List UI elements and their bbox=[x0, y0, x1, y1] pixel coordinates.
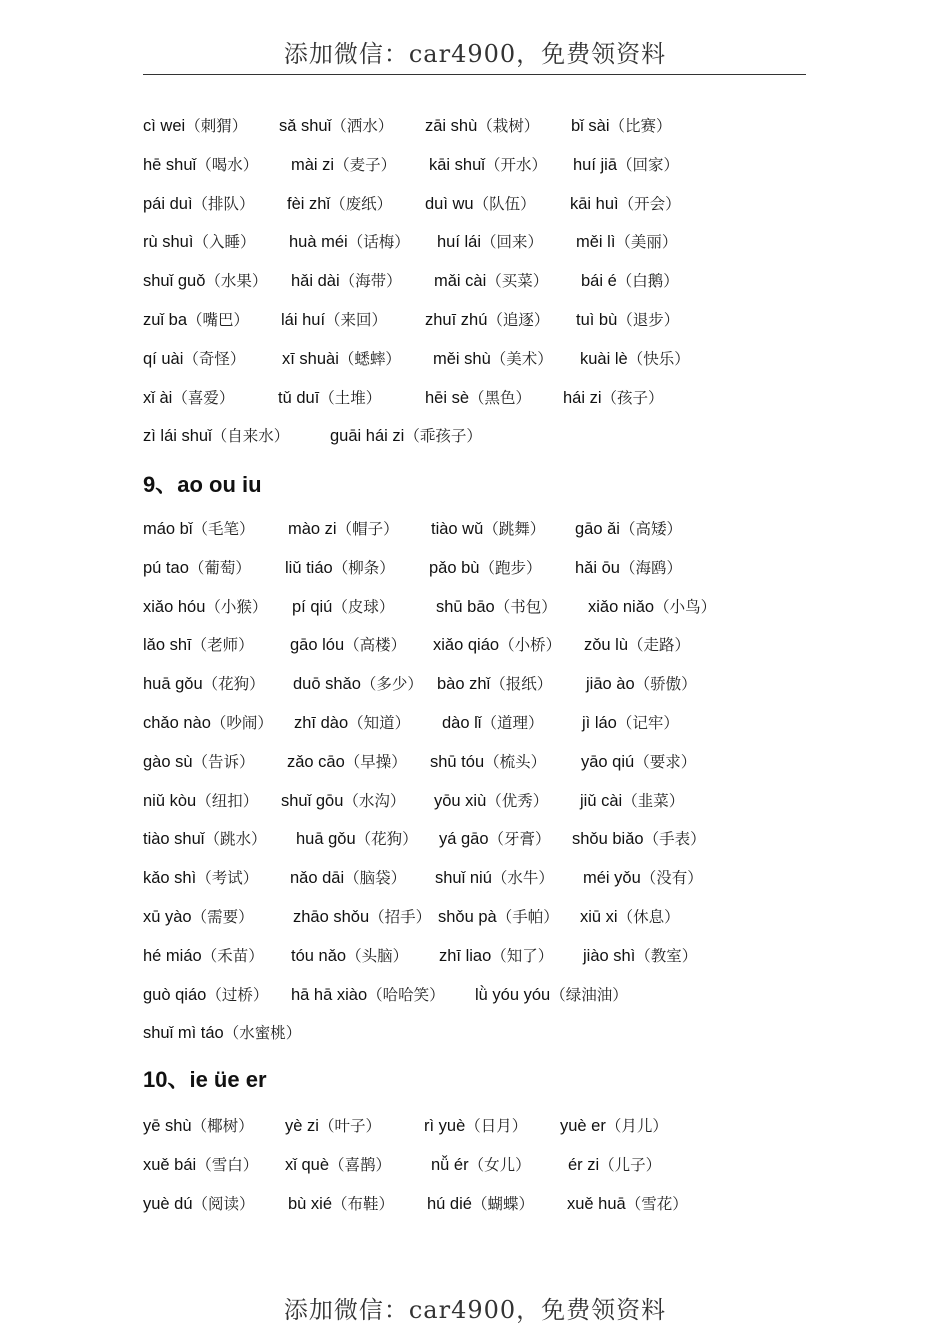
chinese-word: （告诉） bbox=[192, 752, 255, 771]
pinyin-text: tiào wǔ bbox=[431, 520, 484, 538]
vocab-item bbox=[285, 1115, 381, 1137]
chinese-word: （书包） bbox=[494, 597, 557, 616]
vocab-item bbox=[433, 348, 553, 370]
chinese-word: （小猴） bbox=[205, 597, 268, 616]
vocab-item bbox=[580, 906, 680, 928]
pinyin-text: cì wei bbox=[143, 117, 186, 135]
vocab-item bbox=[294, 712, 410, 734]
vocab-item bbox=[143, 634, 254, 656]
pinyin-text: shū tóu bbox=[430, 752, 485, 771]
pinyin-text: bào zhǐ bbox=[437, 675, 491, 694]
vocab-item bbox=[563, 387, 664, 409]
chinese-word: （需要） bbox=[191, 908, 254, 926]
chinese-word: （月儿） bbox=[605, 1117, 668, 1135]
chinese-word: （水沟） bbox=[343, 791, 406, 810]
pinyin-text: ér zi bbox=[568, 1155, 600, 1174]
pinyin-text: guò qiáo bbox=[143, 985, 207, 1004]
chinese-word: （雪花） bbox=[625, 1194, 688, 1213]
chinese-word: （洒水） bbox=[331, 117, 394, 135]
pinyin-text: pú tao bbox=[143, 558, 189, 577]
chinese-word: （跑步） bbox=[479, 558, 542, 577]
vocab-item bbox=[576, 309, 679, 331]
chinese-word: （乖孩子） bbox=[404, 427, 482, 446]
vocab-item bbox=[583, 867, 703, 889]
pinyin-text: bái é bbox=[581, 272, 617, 291]
vocab-item bbox=[278, 387, 381, 409]
chinese-word: （孩子） bbox=[601, 388, 664, 407]
pinyin-text: zhī liao bbox=[439, 946, 492, 965]
vocab-item bbox=[287, 751, 407, 773]
pinyin-text: mǎi cài bbox=[434, 272, 487, 291]
chinese-word: （早操） bbox=[344, 752, 407, 771]
chinese-word: （嘴巴） bbox=[187, 311, 250, 329]
chinese-word: （阅读） bbox=[192, 1194, 255, 1213]
chinese-word: （走路） bbox=[628, 636, 691, 655]
chinese-word: （要求） bbox=[634, 752, 697, 771]
vocab-item bbox=[567, 1193, 688, 1215]
vocab-item bbox=[143, 231, 255, 253]
pinyin-text: hé miáo bbox=[143, 946, 202, 965]
chinese-word: （禾苗） bbox=[201, 946, 264, 965]
chinese-word: （优秀） bbox=[486, 791, 549, 810]
chinese-word: （牙膏） bbox=[488, 830, 551, 849]
pinyin-text: rù shuì bbox=[143, 233, 194, 252]
pinyin-text: hǎi dài bbox=[291, 272, 340, 291]
vocab-item bbox=[580, 348, 690, 370]
chinese-word: （水牛） bbox=[491, 869, 554, 888]
pinyin-text: jiào shì bbox=[583, 946, 636, 965]
chinese-word: （土堆） bbox=[319, 388, 382, 407]
chinese-word: （水蜜桃） bbox=[223, 1024, 302, 1043]
chinese-word: （招手） bbox=[369, 908, 432, 926]
vocab-item bbox=[431, 518, 545, 540]
pinyin-text: yè zi bbox=[285, 1117, 319, 1135]
chinese-word: （没有） bbox=[640, 869, 703, 888]
pinyin-text: tǔ duī bbox=[278, 388, 320, 407]
vocab-item bbox=[292, 596, 394, 618]
chinese-word: （话梅） bbox=[347, 233, 410, 252]
vocab-item bbox=[281, 790, 405, 812]
vocab-item bbox=[291, 270, 402, 292]
section-10-heading: 10、ie üe er bbox=[143, 1067, 267, 1092]
pinyin-text: gào sù bbox=[143, 752, 193, 771]
vocab-item bbox=[429, 557, 541, 579]
vocab-item bbox=[282, 348, 401, 370]
vocab-item bbox=[581, 270, 679, 292]
vocab-item bbox=[425, 387, 531, 409]
vocab-item bbox=[143, 309, 249, 331]
chinese-word: （栽树） bbox=[477, 117, 540, 135]
vocab-item bbox=[431, 1154, 531, 1176]
pinyin-text: měi shù bbox=[433, 349, 491, 368]
pinyin-text: pái duì bbox=[143, 194, 193, 213]
chinese-word: （蟋蟀） bbox=[338, 349, 401, 368]
pinyin-text: máo bǐ bbox=[143, 520, 193, 538]
pinyin-text: zì lái shuǐ bbox=[143, 427, 212, 446]
vocab-item bbox=[588, 596, 716, 618]
vocab-item bbox=[290, 634, 406, 656]
pinyin-text: shuǐ mì táo bbox=[143, 1024, 224, 1043]
vocab-item bbox=[285, 557, 395, 579]
chinese-word: （买菜） bbox=[486, 272, 549, 291]
chinese-word: （布鞋） bbox=[332, 1194, 395, 1213]
chinese-word: （雪白） bbox=[196, 1155, 259, 1174]
vocab-item bbox=[281, 309, 387, 331]
pinyin-text: yāo qiú bbox=[581, 752, 635, 771]
vocab-item bbox=[293, 906, 431, 928]
pinyin-text: zhī dào bbox=[294, 714, 349, 732]
pinyin-text: pí qiú bbox=[292, 597, 333, 616]
vocab-item bbox=[568, 1154, 661, 1176]
vocab-item bbox=[330, 425, 482, 447]
pinyin-text: xiǎo qiáo bbox=[433, 636, 500, 655]
vocab-item bbox=[143, 790, 258, 812]
vocab-item bbox=[436, 596, 557, 618]
chinese-word: （回家） bbox=[617, 155, 680, 174]
pinyin-text: xī shuài bbox=[282, 349, 339, 368]
pinyin-text: sǎ shuǐ bbox=[279, 117, 332, 135]
pinyin-text: kāi huì bbox=[570, 194, 619, 213]
chinese-word: （比赛） bbox=[609, 117, 672, 135]
pinyin-text: huā gǒu bbox=[143, 675, 203, 694]
vocab-item bbox=[288, 1193, 394, 1215]
chinese-word: （跳水） bbox=[204, 830, 267, 849]
chinese-word: （柳条） bbox=[332, 558, 395, 577]
chinese-word: （白鹅） bbox=[616, 272, 679, 291]
pinyin-text: yá gāo bbox=[439, 830, 489, 849]
chinese-word: （帽子） bbox=[336, 520, 399, 538]
pinyin-text: huà méi bbox=[289, 233, 348, 252]
pinyin-text: huā gǒu bbox=[296, 830, 356, 849]
chinese-word: （奇怪） bbox=[183, 349, 246, 368]
chinese-word: （美丽） bbox=[615, 233, 678, 252]
pinyin-text: chǎo nào bbox=[143, 714, 211, 732]
vocab-item bbox=[287, 193, 392, 215]
pinyin-text: xǐ ài bbox=[143, 388, 173, 407]
pinyin-text: yuè dú bbox=[143, 1194, 193, 1213]
pinyin-text: jiǔ cài bbox=[580, 791, 623, 810]
chinese-word: （高矮） bbox=[619, 520, 682, 538]
pinyin-text: měi lì bbox=[576, 233, 616, 252]
chinese-word: （过桥） bbox=[206, 985, 269, 1004]
pinyin-text: nǎo dāi bbox=[290, 869, 345, 888]
pinyin-text: mào zi bbox=[288, 520, 337, 538]
pinyin-text: shǒu biǎo bbox=[572, 830, 644, 849]
chinese-word: （入睡） bbox=[193, 233, 256, 252]
pinyin-text: shǒu pà bbox=[438, 908, 497, 926]
vocab-item bbox=[438, 906, 559, 928]
chinese-word: （高楼） bbox=[344, 636, 407, 655]
chinese-word: （自来水） bbox=[211, 427, 290, 446]
chinese-word: （跳舞） bbox=[483, 520, 546, 538]
chinese-word: （日月） bbox=[465, 1117, 528, 1135]
pinyin-text: xiǎo hóu bbox=[143, 597, 206, 616]
pinyin-text: xǐ què bbox=[285, 1155, 330, 1174]
pinyin-text: dào lǐ bbox=[442, 714, 482, 732]
vocab-item bbox=[143, 425, 289, 447]
pinyin-text: xuě huā bbox=[567, 1194, 626, 1213]
pinyin-text: fèi zhǐ bbox=[287, 194, 331, 213]
chinese-word: （老师） bbox=[191, 636, 254, 655]
chinese-word: （纽扣） bbox=[196, 791, 259, 810]
vocab-item bbox=[143, 712, 273, 734]
vocab-item bbox=[434, 270, 548, 292]
pinyin-text: lǎo shī bbox=[143, 636, 192, 655]
chinese-word: （废纸） bbox=[330, 194, 393, 213]
vocab-item bbox=[143, 984, 268, 1006]
vocab-item bbox=[586, 673, 697, 695]
vocab-item bbox=[143, 596, 267, 618]
vocab-item bbox=[430, 751, 546, 773]
chinese-word: （开水） bbox=[484, 155, 547, 174]
chinese-word: （考试） bbox=[196, 869, 259, 888]
chinese-word: （水果） bbox=[205, 272, 268, 291]
vocab-item bbox=[143, 867, 258, 889]
pinyin-text: shuǐ gōu bbox=[281, 791, 344, 810]
vocab-item bbox=[143, 348, 245, 370]
chinese-word: （女儿） bbox=[468, 1155, 531, 1174]
pinyin-text: hē shuǐ bbox=[143, 155, 197, 174]
pinyin-text: hā hā xiào bbox=[291, 985, 368, 1004]
vocab-item bbox=[437, 673, 552, 695]
vocab-item bbox=[289, 231, 410, 253]
vocab-item bbox=[279, 115, 393, 137]
vocab-item bbox=[434, 790, 548, 812]
chinese-word: （蝴蝶） bbox=[471, 1194, 534, 1213]
vocab-item bbox=[433, 634, 561, 656]
chinese-word: （儿子） bbox=[599, 1155, 662, 1174]
chinese-word: （报纸） bbox=[490, 675, 553, 694]
chinese-word: （海鸥） bbox=[619, 558, 682, 577]
pinyin-text: tiào shuǐ bbox=[143, 830, 205, 849]
chinese-word: （记牢） bbox=[616, 714, 679, 732]
pinyin-text: zāi shù bbox=[425, 117, 478, 135]
chinese-word: （哈哈笑） bbox=[367, 985, 445, 1004]
pinyin-text: gāo lóu bbox=[290, 636, 345, 655]
chinese-word: （椰树） bbox=[191, 1117, 254, 1135]
pinyin-text: kǎo shì bbox=[143, 869, 197, 888]
vocab-item bbox=[580, 790, 684, 812]
vocab-item bbox=[572, 828, 706, 850]
vocab-item bbox=[143, 1154, 258, 1176]
vocab-item bbox=[143, 518, 255, 540]
pinyin-text: jì láo bbox=[582, 714, 617, 732]
section-9-heading: 9、ao ou iu bbox=[143, 472, 262, 497]
watermark-header: 添加微信：car4900，免费领资料 bbox=[283, 40, 667, 68]
pinyin-text: duì wu bbox=[425, 194, 474, 213]
pinyin-text: huí lái bbox=[437, 233, 482, 252]
chinese-word: （退步） bbox=[617, 311, 680, 329]
chinese-word: （海带） bbox=[339, 272, 402, 291]
pinyin-text: zhuī zhú bbox=[425, 311, 488, 329]
vocab-item bbox=[425, 193, 536, 215]
pinyin-text: zuǐ ba bbox=[143, 311, 188, 329]
pinyin-text: kuài lè bbox=[580, 349, 628, 368]
pinyin-text: lǜ yóu yóu bbox=[475, 985, 551, 1004]
pinyin-text: niǔ kòu bbox=[143, 791, 197, 810]
chinese-word: （黑色） bbox=[469, 388, 532, 407]
vocab-item bbox=[570, 193, 681, 215]
vocab-item bbox=[143, 673, 265, 695]
watermark-footer: 添加微信：car4900，免费领资料 bbox=[283, 1296, 667, 1324]
pinyin-text: zǒu lù bbox=[584, 636, 629, 655]
pinyin-text: nǚ ér bbox=[431, 1155, 469, 1174]
chinese-word: （头脑） bbox=[346, 946, 409, 965]
pinyin-text: jiāo ào bbox=[586, 675, 635, 694]
pinyin-text: yuè er bbox=[560, 1117, 606, 1135]
vocab-item bbox=[143, 557, 251, 579]
vocab-item bbox=[143, 945, 264, 967]
pinyin-text: xiǎo niǎo bbox=[588, 597, 655, 616]
pinyin-text: duō shǎo bbox=[293, 675, 361, 694]
chinese-word: （追逐） bbox=[487, 311, 550, 329]
chinese-word: （韭菜） bbox=[622, 791, 685, 810]
vocab-item bbox=[143, 1115, 254, 1137]
pinyin-text: méi yǒu bbox=[583, 869, 641, 888]
vocab-item bbox=[427, 1193, 534, 1215]
vocab-item bbox=[424, 1115, 527, 1137]
chinese-word: （手帕） bbox=[496, 908, 559, 926]
vocab-item bbox=[143, 115, 247, 137]
chinese-word: （绿油油） bbox=[550, 985, 628, 1004]
chinese-word: （休息） bbox=[617, 908, 680, 926]
pinyin-text: xuě bái bbox=[143, 1155, 197, 1174]
chinese-word: （喝水） bbox=[196, 155, 259, 174]
chinese-word: （花狗） bbox=[355, 830, 418, 849]
vocab-item bbox=[581, 751, 696, 773]
pinyin-text: qí uài bbox=[143, 349, 184, 368]
vocab-item bbox=[143, 828, 266, 850]
vocab-item bbox=[143, 387, 234, 409]
chinese-word: （刺猬） bbox=[185, 117, 248, 135]
pinyin-text: yē shù bbox=[143, 1117, 192, 1135]
vocab-item bbox=[435, 867, 554, 889]
chinese-word: （教室） bbox=[635, 946, 698, 965]
pinyin-text: hái zi bbox=[563, 388, 602, 407]
pinyin-text: shuǐ guǒ bbox=[143, 272, 206, 291]
pinyin-text: zǎo cāo bbox=[287, 752, 345, 771]
chinese-word: （小桥） bbox=[499, 636, 562, 655]
vocab-item bbox=[560, 1115, 668, 1137]
chinese-word: （队伍） bbox=[473, 194, 536, 213]
vocab-item bbox=[143, 906, 254, 928]
pinyin-text: hēi sè bbox=[425, 388, 470, 407]
chinese-word: （开会） bbox=[618, 194, 681, 213]
vocab-item bbox=[475, 984, 628, 1006]
vocab-item bbox=[439, 828, 551, 850]
chinese-word: （道理） bbox=[481, 714, 544, 732]
chinese-word: （手表） bbox=[643, 830, 706, 849]
pinyin-text: liǔ tiáo bbox=[285, 558, 333, 577]
vocab-item bbox=[582, 712, 679, 734]
pinyin-text: bǐ sài bbox=[571, 117, 610, 135]
vocab-item bbox=[575, 518, 682, 540]
vocab-item bbox=[584, 634, 690, 656]
vocab-item bbox=[290, 867, 406, 889]
chinese-word: （花狗） bbox=[202, 675, 265, 694]
vocab-item bbox=[143, 1022, 301, 1044]
pinyin-text: rì yuè bbox=[424, 1117, 466, 1135]
chinese-word: （麦子） bbox=[334, 155, 397, 174]
vocab-item bbox=[573, 154, 679, 176]
chinese-word: （知了） bbox=[491, 946, 554, 965]
pinyin-text: yōu xiù bbox=[434, 791, 487, 810]
chinese-word: （小鸟） bbox=[654, 597, 717, 616]
pinyin-text: xiū xi bbox=[580, 908, 618, 926]
vocab-item bbox=[439, 945, 553, 967]
vocab-item bbox=[291, 154, 396, 176]
chinese-word: （多少） bbox=[360, 675, 423, 694]
pinyin-text: tuì bù bbox=[576, 311, 618, 329]
chinese-word: （皮球） bbox=[332, 597, 395, 616]
vocab-item bbox=[575, 557, 682, 579]
chinese-word: （脑袋） bbox=[344, 869, 407, 888]
pinyin-text: shuǐ niú bbox=[435, 869, 492, 888]
pinyin-text: shū bāo bbox=[436, 597, 495, 616]
vocab-item bbox=[143, 751, 255, 773]
vocab-item bbox=[288, 518, 399, 540]
pinyin-text: lái huí bbox=[281, 311, 326, 329]
chinese-word: （梳头） bbox=[484, 752, 547, 771]
chinese-word: （喜鹊） bbox=[329, 1155, 392, 1174]
vocab-item bbox=[425, 115, 539, 137]
pinyin-text: hú dié bbox=[427, 1194, 472, 1213]
chinese-word: （排队） bbox=[192, 194, 255, 213]
header-divider bbox=[143, 74, 806, 75]
chinese-word: （叶子） bbox=[318, 1117, 381, 1135]
chinese-word: （美术） bbox=[490, 349, 553, 368]
pinyin-text: zhāo shǒu bbox=[293, 908, 370, 926]
chinese-word: （来回） bbox=[325, 311, 388, 329]
vocab-item bbox=[571, 115, 672, 137]
pinyin-text: xū yào bbox=[143, 908, 192, 926]
vocab-item bbox=[291, 945, 408, 967]
vocab-item bbox=[285, 1154, 391, 1176]
pinyin-text: tóu nǎo bbox=[291, 946, 347, 965]
vocab-item bbox=[293, 673, 423, 695]
pinyin-text: hǎi ōu bbox=[575, 558, 620, 577]
pinyin-text: guāi hái zi bbox=[330, 427, 405, 446]
chinese-word: （快乐） bbox=[627, 349, 690, 368]
chinese-word: （毛笔） bbox=[192, 520, 255, 538]
vocab-item bbox=[425, 309, 549, 331]
pinyin-text: kāi shuǐ bbox=[429, 155, 485, 174]
vocab-item bbox=[143, 1193, 255, 1215]
vocab-item bbox=[442, 712, 543, 734]
pinyin-text: gāo ǎi bbox=[575, 520, 620, 538]
chinese-word: （骄傲） bbox=[634, 675, 697, 694]
pinyin-text: mài zi bbox=[291, 155, 335, 174]
chinese-word: （知道） bbox=[348, 714, 411, 732]
chinese-word: （吵闹） bbox=[210, 714, 273, 732]
vocab-item bbox=[291, 984, 445, 1006]
vocab-item bbox=[429, 154, 547, 176]
chinese-word: （葡萄） bbox=[188, 558, 251, 577]
vocab-item bbox=[583, 945, 697, 967]
pinyin-text: pǎo bù bbox=[429, 558, 480, 577]
chinese-word: （回来） bbox=[481, 233, 544, 252]
vocab-item bbox=[143, 270, 267, 292]
pinyin-text: huí jiā bbox=[573, 155, 618, 174]
vocab-item bbox=[143, 154, 258, 176]
chinese-word: （喜爱） bbox=[172, 388, 235, 407]
vocab-item bbox=[296, 828, 418, 850]
vocab-item bbox=[437, 231, 543, 253]
pinyin-text: bù xié bbox=[288, 1194, 333, 1213]
vocab-item bbox=[143, 193, 255, 215]
vocab-item bbox=[576, 231, 677, 253]
